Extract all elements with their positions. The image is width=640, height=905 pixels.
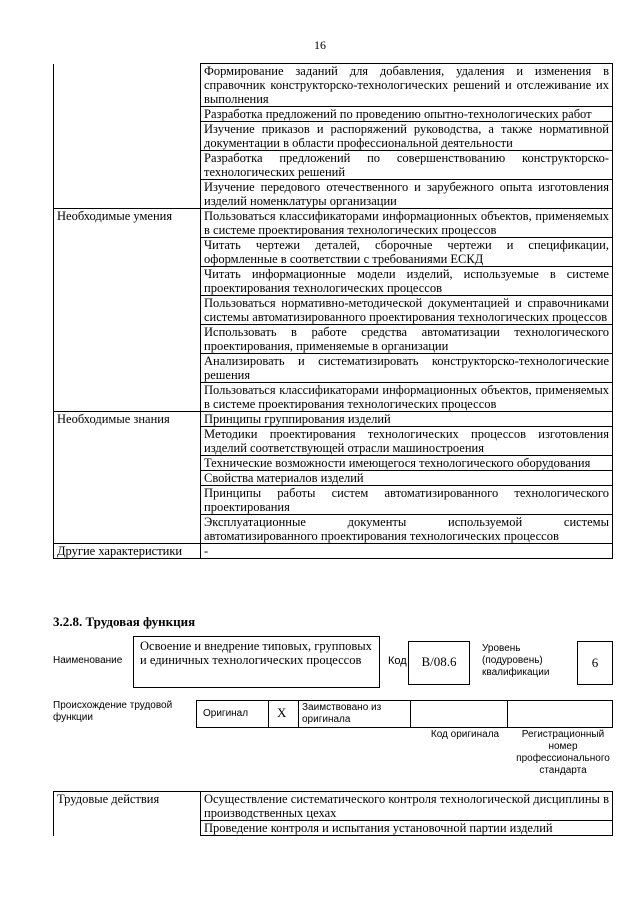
description-cell: Пользоваться нормативно-методической документацией и справочниками системы автоматизированного проектирования технологических процессов — [201, 296, 613, 325]
labor-actions-table — [53, 791, 613, 836]
table-row — [54, 209, 613, 238]
reg-number-label: Регистрационный номер профессионального стандарта — [516, 729, 610, 776]
category-cell — [54, 471, 201, 486]
function-name-box: Освоение и внедрение типовых, групповых и единичных технологических процессов — [133, 636, 380, 688]
table-row — [54, 296, 613, 325]
table-row — [54, 354, 613, 383]
table-row — [54, 151, 613, 180]
competency-table — [53, 63, 613, 559]
table-row — [54, 412, 613, 427]
description-cell: Методики проектирования технологических процессов изготовления изделий соответствующей отрасли машиностроения — [201, 427, 613, 456]
original-label: Оригинал — [203, 708, 249, 719]
action-item: Проведение контроля и испытания установочной партии изделий — [201, 821, 613, 836]
category-cell — [54, 151, 201, 180]
category-cell — [54, 515, 201, 544]
description-cell: Пользоваться классификаторами информационных объектов, применяемых в системе проектирования технологических процессов — [201, 209, 613, 238]
category-cell — [54, 180, 201, 209]
table-row — [54, 515, 613, 544]
original-mark: X — [277, 705, 287, 720]
origin-label: Происхождение трудовой функции — [53, 700, 173, 723]
category-cell — [54, 267, 201, 296]
table-row — [54, 471, 613, 486]
table-row — [54, 64, 613, 107]
category-cell — [54, 238, 201, 267]
level-value-box: 6 — [577, 641, 613, 685]
description-cell: Анализировать и систематизировать конструкторско-технологические решения — [201, 354, 613, 383]
code-label: Код — [388, 655, 407, 667]
category-cell — [54, 486, 201, 515]
description-cell: Принципы работы систем автоматизированного технологического проектирования — [201, 486, 613, 515]
category-cell — [54, 427, 201, 456]
borrowed-label: Заимствовано из оригинала — [302, 702, 382, 725]
category-cell: Необходимые умения — [54, 209, 201, 238]
description-cell: Эксплуатационные документы используемой системы автоматизированного проектирования технологических процессов — [201, 515, 613, 544]
description-cell: - — [201, 544, 613, 559]
description-cell: Читать информационные модели изделий, используемые в системе проектирования технологических процессов — [201, 267, 613, 296]
table-row — [54, 456, 613, 471]
origin-row — [196, 700, 613, 728]
category-cell — [54, 64, 201, 107]
description-cell: Формирование заданий для добавления, удаления и изменения в справочник конструкторско-технологических решений и отслеживание их выполнения — [201, 64, 613, 107]
table-row — [54, 267, 613, 296]
code-value-box: B/08.6 — [408, 641, 470, 685]
table-row — [54, 486, 613, 515]
name-label: Наименование — [53, 655, 123, 666]
section-title: 3.2.8. Трудовая функция — [53, 614, 196, 629]
category-cell: Необходимые знания — [54, 412, 201, 427]
category-cell — [54, 107, 201, 122]
level-label: Уровень (подуровень) квалификации — [482, 643, 550, 678]
category-cell — [54, 296, 201, 325]
page-number: 16 — [314, 38, 326, 52]
table-row — [54, 238, 613, 267]
category-cell — [54, 383, 201, 412]
category-cell — [54, 325, 201, 354]
description-cell: Пользоваться классификаторами информационных объектов, применяемых в системе проектирования технологических процессов — [201, 383, 613, 412]
description-cell: Изучение приказов и распоряжений руководства, а также нормативной документации в области профессиональной деятельности — [201, 122, 613, 151]
table-row — [54, 544, 613, 559]
description-cell: Технические возможности имеющегося технологического оборудования — [201, 456, 613, 471]
description-cell: Читать чертежи деталей, сборочные чертежи и спецификации, оформленные в соответствии с требованиями ЕСКД — [201, 238, 613, 267]
description-cell: Разработка предложений по совершенствованию конструкторско-технологических решений — [201, 151, 613, 180]
table-row — [54, 180, 613, 209]
category-cell — [54, 354, 201, 383]
table-row — [54, 427, 613, 456]
table-row — [54, 107, 613, 122]
description-cell: Изучение передового отечественного и зарубежного опыта изготовления изделий номенклатуры организации — [201, 180, 613, 209]
description-cell: Принципы группирования изделий — [201, 412, 613, 427]
action-item: Осуществление систематического контроля технологической дисциплины в производственных цехах — [201, 792, 613, 821]
category-cell — [54, 122, 201, 151]
description-cell: Использовать в работе средства автоматизации технологического проектирования, применяемые в организации — [201, 325, 613, 354]
category-cell: Другие характеристики — [54, 544, 201, 559]
code-original-label: Код оригинала — [430, 729, 500, 740]
category-cell — [54, 456, 201, 471]
description-cell: Свойства материалов изделий — [201, 471, 613, 486]
table-row — [54, 325, 613, 354]
table-row — [54, 383, 613, 412]
table-row — [54, 122, 613, 151]
actions-category: Трудовые действия — [54, 792, 201, 821]
description-cell: Разработка предложений по проведению опытно-технологических работ — [201, 107, 613, 122]
